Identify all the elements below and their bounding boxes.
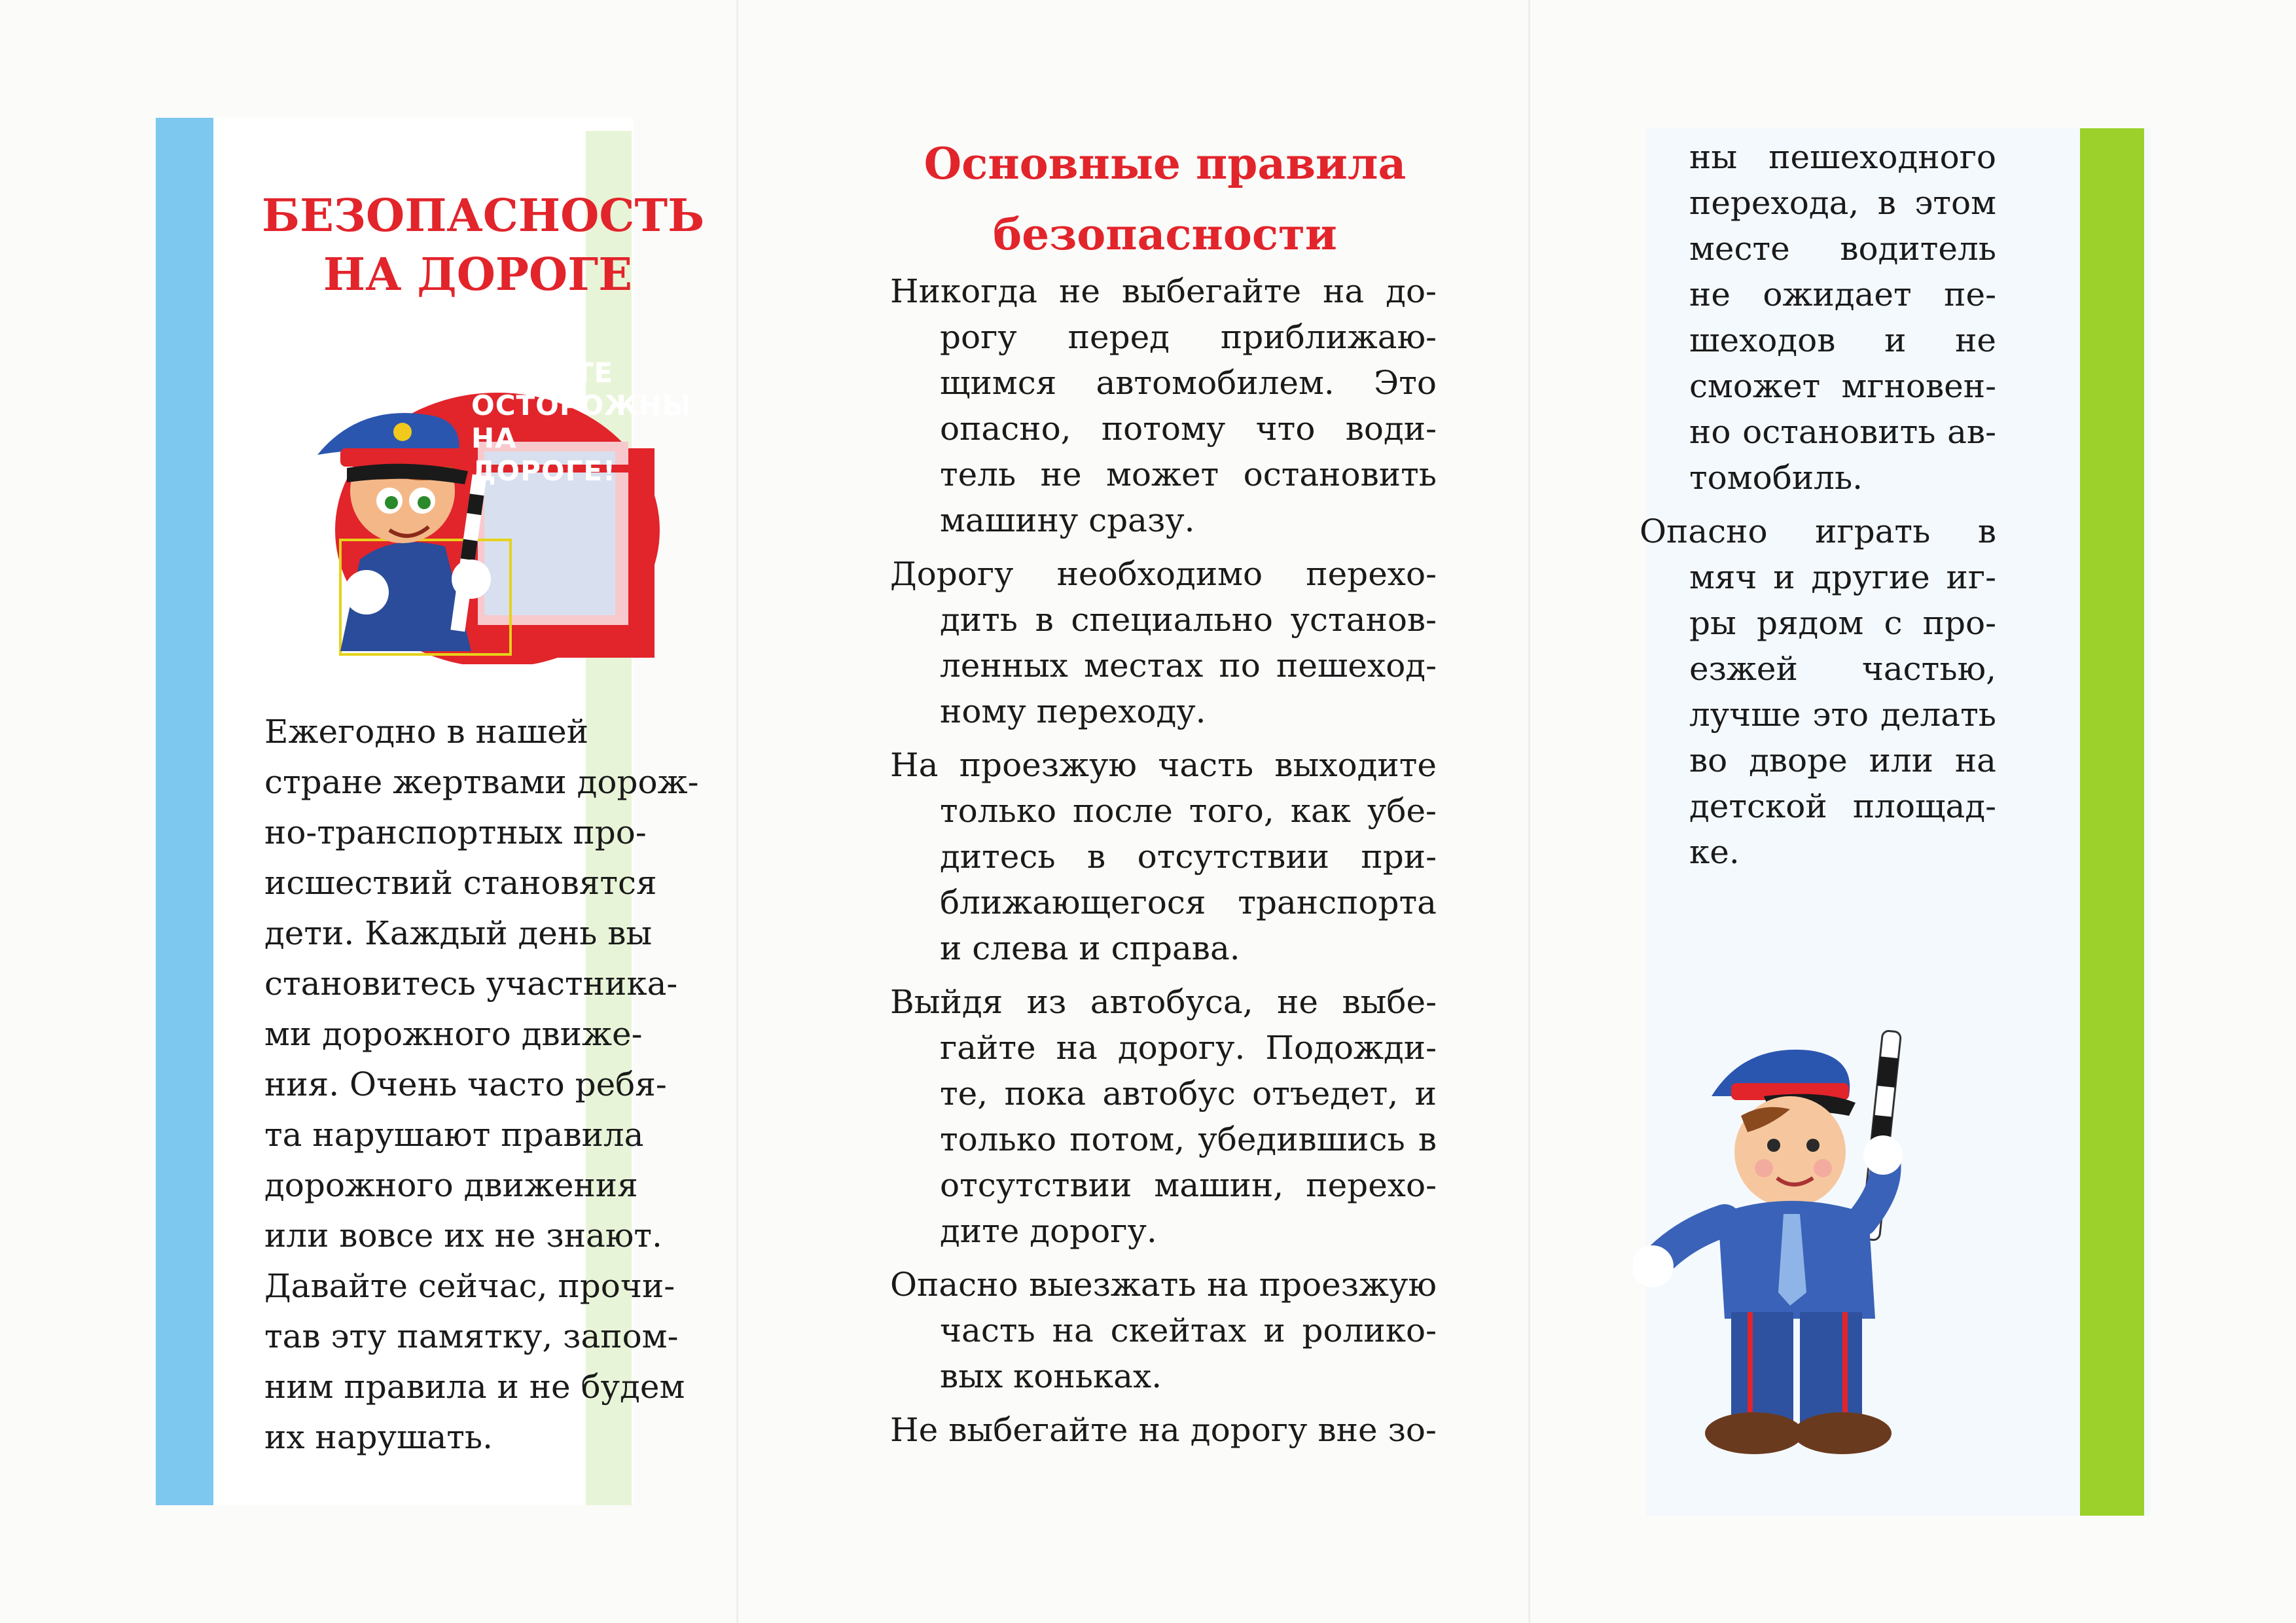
rule-line: ближающегося транспорта [940,883,1437,921]
rule-paragraph [890,268,1437,543]
intro-line: тав эту памятку, запом- [264,1317,679,1355]
rule-line: дить в специально установ- [940,601,1437,639]
rule-line: Не выбегайте на дорогу вне зо- [890,1411,1437,1449]
left-panel-intro-text [264,707,699,1463]
rule-line: опасно, потому что води- [940,410,1437,448]
right-line: мяч и другие иг- [1689,558,1996,596]
right-line: сможет мгновен- [1689,367,1996,405]
intro-line: Ежегодно в нашей [264,713,589,751]
intro-line: становитесь участника- [264,965,678,1003]
badge-line-1: БУДЬТЕ [484,357,614,389]
right-line: езжей частью, [1689,650,1996,688]
rule-paragraph [890,979,1437,1254]
rule-line: На проезжую часть выходите [890,746,1437,784]
rule-line: Опасно выезжать на проезжую [890,1266,1437,1304]
rule-line: ному переходу. [940,692,1206,730]
rule-line: Никогда не выбегайте на до- [890,272,1437,310]
title-line-2: НА ДОРОГЕ [323,249,633,301]
right-line: шеходов и не [1689,321,1996,359]
police-boy-with-sign-illustration [281,344,692,664]
intro-line: или вовсе их не знают. [264,1217,662,1255]
right-line: Опасно играть в [1640,512,1996,550]
rule-line: только потом, убедившись в [940,1120,1437,1158]
rule-line: ленных местах по пешеход- [940,647,1437,685]
intro-line: та нарушают правила [264,1116,644,1154]
rule-line: вых коньках. [940,1357,1162,1395]
rule-line: Дорогу необходимо перехо- [890,555,1437,593]
rule-paragraph [890,1262,1437,1399]
right-line: детской площад- [1689,787,1996,825]
intro-line: ним правила и не будем [264,1368,685,1406]
intro-line: ми дорожного движе- [264,1015,643,1053]
right-line: томобиль. [1689,459,1863,497]
right-line: во дворе или на [1689,741,1996,779]
intro-line: ния. Очень часто ребя- [264,1065,667,1103]
badge-text [471,357,692,488]
middle-title-line-2: безопасности [993,209,1337,260]
left-panel-blue-bar [156,118,213,1505]
middle-panel-title [877,128,1453,270]
intro-line: стране жертвами дорож- [264,763,699,801]
right-line: ны пешеходного [1689,138,1996,176]
rule-paragraph [890,551,1437,734]
intro-line: дети. Каждый день вы [264,914,653,952]
rule-line: машину сразу. [940,501,1195,539]
right-panel-text [1640,134,1996,883]
title-line-1: БЕЗОПАСНОСТЬ [262,190,705,242]
middle-panel-rules [890,268,1437,1461]
rule-line: щимся автомобилем. Это [940,364,1437,402]
rule-line: и слева и справа. [940,929,1240,967]
rule-line: Выйдя из автобуса, не выбе- [890,983,1437,1021]
badge-line-3: НА ДОРОГЕ! [471,422,617,487]
rule-line: гайте на дорогу. Подожди- [940,1029,1437,1067]
police-boy-with-baton-illustration [1633,1018,2039,1476]
right-line: но остановить ав- [1689,413,1996,451]
rule-line: рогу перед приближаю- [940,318,1437,356]
right-line: перехода, в этом [1689,184,1996,222]
right-line: месте водитель [1689,230,1996,268]
intro-line: исшествий становятся [264,864,657,902]
right-paragraph [1640,134,1996,501]
right-line: ры рядом с про- [1689,604,1996,642]
rule-line: отсутствии машин, перехо- [940,1166,1437,1204]
police-boy-baton-drawing [1633,1018,2039,1476]
intro-line: но-транспортных про- [264,813,647,851]
rule-paragraph [890,742,1437,971]
right-line: ке. [1689,833,1740,871]
rule-line: дитесь в отсутствии при- [940,838,1437,876]
right-paragraph [1640,508,1996,875]
fold-line-1 [736,0,738,1623]
middle-title-line-1: Основные правила [924,138,1407,189]
rule-line: только после того, как убе- [940,792,1437,830]
right-panel-green-bar [2080,128,2144,1516]
intro-line: Давайте сейчас, прочи- [264,1267,675,1305]
intro-line: их нарушать. [264,1418,493,1456]
badge-line-2: ОСТОРОЖНЫ [471,389,692,421]
rule-line: тель не может остановить [940,455,1437,493]
rule-line: те, пока автобус отъедет, и [940,1075,1437,1113]
right-line: лучше это делать [1689,696,1996,734]
fold-line-2 [1528,0,1530,1623]
intro-line: дорожного движения [264,1166,638,1204]
left-panel-title [262,187,705,304]
rule-line: часть на скейтах и ролико- [940,1311,1437,1349]
rule-line: дите дорогу. [940,1212,1157,1250]
rule-paragraph [890,1407,1437,1453]
right-line: не ожидает пе- [1689,276,1996,313]
